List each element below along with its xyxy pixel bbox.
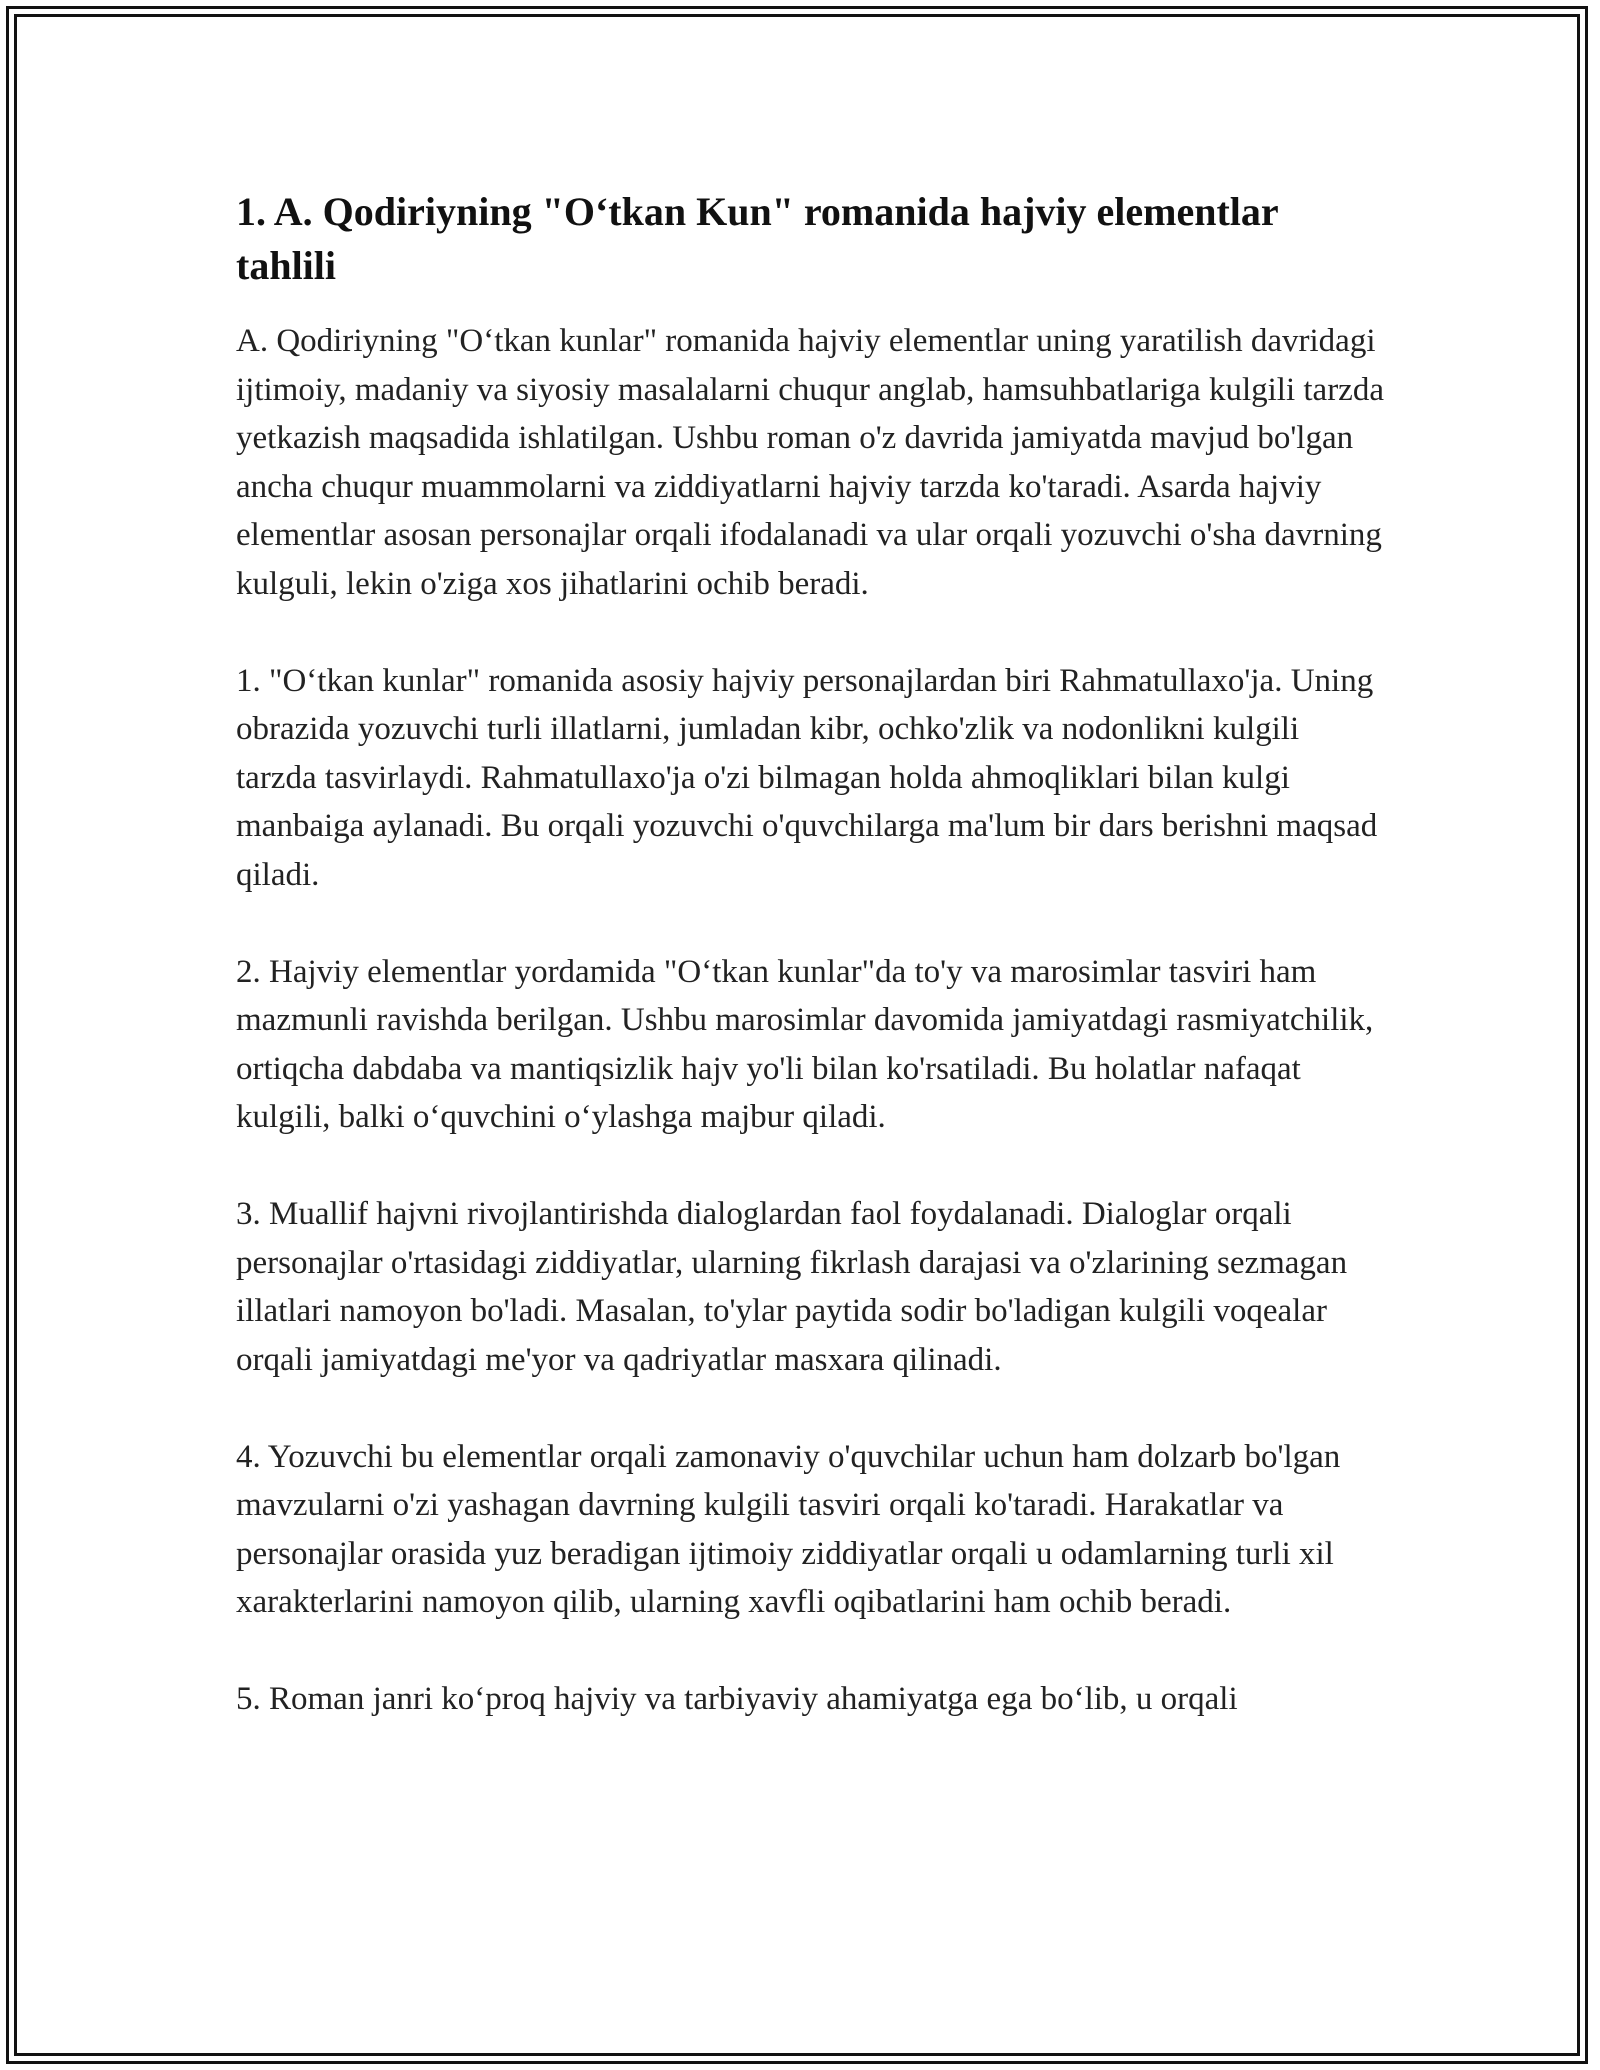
document-title: 1. A. Qodiriyning "O‘tkan Kun" romanida hajviy elementlar tahlili — [236, 189, 1278, 288]
paragraph-point-2: 2. Hajviy elementlar yordamida "O‘tkan kunlar"da to'y va marosimlar tasviri ham mazmunli ravishda berilgan. Ushbu marosimlar davomida jamiyatdagi rasmiyatchilik, ortiqcha dabdaba va mantiqsizlik hajv yo'li bilan ko'rsatiladi. Bu holatlar nafaqat kulgili, balki o‘quvchini o‘ylashga majbur qiladi. — [236, 953, 1374, 1135]
document-body — [236, 185, 1386, 1724]
paragraph-point-3: 3. Muallif hajvni rivojlantirishda dialoglardan faol foydalanadi. Dialoglar orqali personajlar o'rtasidagi ziddiyatlar, ularning fikrlash darajasi va o'zlarining sezmagan illatlari namoyon bo'ladi. Masalan, to'ylar paytida sodir bo'ladigan kulgili voqealar orqali jamiyatdagi me'yor va qadriyatlar masxara qilinadi. — [236, 1196, 1348, 1378]
paragraph-point-4: 4. Yozuvchi bu elementlar orqali zamonaviy o'quvchilar uchun ham dolzarb bo'lgan mavzularni o'zi yashagan davrning kulgili tasviri orqali ko'taradi. Harakatlar va personajlar orasida yuz beradigan ijtimoiy ziddiyatlar orqali u odamlarning turli xil xarakterlarini namoyon qilib, ularning xavfli oqibatlarini ham ochib beradi. — [236, 1438, 1341, 1620]
paragraph-point-5: 5. Roman janri ko‘proq hajviy va tarbiyaviy ahamiyatga ega bo‘lib, u orqali — [236, 1681, 1238, 1717]
paragraph-point-1: 1. "O‘tkan kunlar" romanida asosiy hajviy personajlardan biri Rahmatullaxo'ja. Uning obrazida yozuvchi turli illatlarni, jumladan kibr, ochko'zlik va nodonlikni kulgili tarzda tasvirlaydi. Rahmatullaxo'ja o'zi bilmagan holda ahmoqliklari bilan kulgi manbaiga aylanadi. Bu orqali yozuvchi o'quvchilarga ma'lum bir dars berishni maqsad qiladi. — [236, 662, 1378, 893]
paragraph-intro: A. Qodiriyning "O‘tkan kunlar" romanida hajviy elementlar uning yaratilish davridagi ijtimoiy, madaniy va siyosiy masalalarni chuqur anglab, hamsuhbatlariga kulgili tarzda yetkazish maqsadida ishlatilgan. Ushbu roman o'z davrida jamiyatda mavjud bo'lgan ancha chuqur muammolarni va ziddiyatlarni hajviy tarzda ko'taradi. Asarda hajviy elementlar asosan personajlar orqali ifodalanadi va ular orqali yozuvchi o'sha davrning kulguli, lekin o'ziga xos jihatlarini ochib beradi. — [236, 323, 1384, 602]
